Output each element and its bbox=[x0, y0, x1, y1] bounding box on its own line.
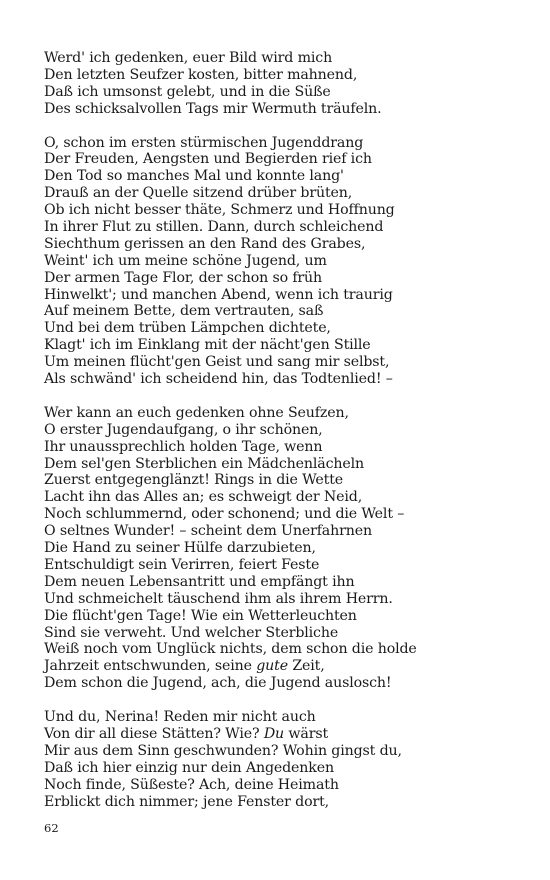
verse-text: Ihr unaussprechlich holden Tage, wenn bbox=[44, 438, 323, 455]
verse-line bbox=[44, 405, 514, 422]
verse-line bbox=[44, 760, 514, 777]
verse-text: Weiß noch vom Unglück nichts, dem schon die holde bbox=[44, 641, 417, 658]
verse-text: Und schmeichelt täuschend ihm als ihrem Herrn. bbox=[44, 590, 393, 607]
emphasized-word: gute bbox=[256, 658, 288, 675]
verse-line bbox=[44, 794, 514, 811]
verse-line bbox=[44, 371, 514, 388]
verse-text: Sind sie verweht. Und welcher Sterbliche bbox=[44, 624, 339, 641]
verse-text: Werd' ich gedenken, euer Bild wird mich bbox=[44, 50, 333, 66]
verse-text: Noch finde, Süßeste? Ach, deine Heimath bbox=[44, 776, 339, 793]
verse-text: Den letzten Seufzer kosten, bitter mahnend, bbox=[44, 66, 358, 83]
verse-line bbox=[44, 574, 514, 591]
emphasized-word: Du bbox=[263, 725, 285, 742]
verse-text: Hinwelkt'; und manchen Abend, wenn ich traurig bbox=[44, 286, 393, 303]
verse-line bbox=[44, 287, 514, 304]
verse-line bbox=[44, 591, 514, 608]
verse-line bbox=[44, 151, 514, 168]
verse-text: Die flücht'gen Tage! Wie ein Wetterleuchten bbox=[44, 607, 357, 624]
verse-text: Zuerst entgegenglänzt! Rings in die Wette bbox=[44, 472, 344, 489]
verse-text: Weint' ich um meine schöne Jugend, um bbox=[44, 252, 327, 269]
stanza bbox=[44, 135, 514, 388]
stanza bbox=[44, 405, 514, 692]
verse-text: Entschuldigt sein Verirren, feiert Feste bbox=[44, 556, 320, 573]
verse-line bbox=[44, 50, 514, 67]
verse-line bbox=[44, 337, 514, 354]
verse-line bbox=[44, 303, 514, 320]
verse-line bbox=[44, 675, 514, 692]
verse-line bbox=[44, 489, 514, 506]
stanza bbox=[44, 50, 514, 118]
verse-text: Der Freuden, Aengsten und Begierden rief ich bbox=[44, 151, 372, 168]
verse-line bbox=[44, 726, 514, 743]
verse-line bbox=[44, 168, 514, 185]
verse-line bbox=[44, 777, 514, 794]
verse-text: Zeit, bbox=[287, 658, 325, 675]
verse-line bbox=[44, 354, 514, 371]
verse-text: Drauß an der Quelle sitzend drüber brüten, bbox=[44, 185, 353, 202]
verse-text: Daß ich hier einzig nur dein Angedenken bbox=[44, 759, 334, 776]
verse-text: Um meinen flücht'gen Geist und sang mir selbst, bbox=[44, 354, 390, 371]
verse-line bbox=[44, 67, 514, 84]
verse-line bbox=[44, 540, 514, 557]
verse-text: Noch schlummernd, oder schonend; und die Welt – bbox=[44, 506, 405, 523]
verse-text: Dem schon die Jugend, ach, die Jugend auslosch! bbox=[44, 675, 392, 692]
verse-line bbox=[44, 557, 514, 574]
verse-text: Die Hand zu seiner Hülfe darzubieten, bbox=[44, 540, 316, 557]
verse-text: Erblickt dich nimmer; jene Fenster dort, bbox=[44, 793, 330, 810]
poem-page bbox=[44, 50, 514, 827]
verse-line bbox=[44, 185, 514, 202]
verse-line bbox=[44, 641, 514, 658]
verse-text: Und bei dem trüben Lämpchen dichtete, bbox=[44, 320, 331, 337]
verse-line bbox=[44, 709, 514, 726]
verse-text: Und du, Nerina! Reden mir nicht auch bbox=[44, 709, 316, 726]
verse-text: Dem neuen Lebensantritt und empfängt ihn bbox=[44, 573, 355, 590]
verse-line bbox=[44, 472, 514, 489]
verse-line bbox=[44, 135, 514, 152]
verse-text: Klagt' ich im Einklang mit der nächt'gen Stille bbox=[44, 337, 371, 354]
verse-text: Als schwänd' ich scheidend hin, das Todtenlied! – bbox=[44, 371, 393, 388]
verse-line bbox=[44, 456, 514, 473]
verse-text: Lacht ihn das Alles an; es schweigt der Neid, bbox=[44, 489, 363, 506]
verse-line bbox=[44, 439, 514, 456]
verse-text: Daß ich umsonst gelebt, und in die Süße bbox=[44, 83, 331, 100]
verse-text: wärst bbox=[284, 725, 329, 742]
verse-line bbox=[44, 219, 514, 236]
verse-line bbox=[44, 236, 514, 253]
verse-text: O, schon im ersten stürmischen Jugenddrang bbox=[44, 134, 364, 151]
verse-text: O erster Jugendaufgang, o ihr schönen, bbox=[44, 421, 323, 438]
verse-text: Den Tod so manches Mal und konnte lang' bbox=[44, 168, 344, 185]
verse-text: Siechthum gerissen an den Rand des Grabes, bbox=[44, 235, 366, 252]
verse-text: Mir aus dem Sinn geschwunden? Wohin gingst du, bbox=[44, 742, 402, 759]
verse-text: In ihrer Flut zu stillen. Dann, durch schleichend bbox=[44, 219, 384, 236]
verse-line bbox=[44, 320, 514, 337]
verse-line bbox=[44, 608, 514, 625]
verse-text: Dem sel'gen Sterblichen ein Mädchenlächeln bbox=[44, 455, 364, 472]
verse-line bbox=[44, 253, 514, 270]
verse-line bbox=[44, 506, 514, 523]
verse-line bbox=[44, 422, 514, 439]
verse-text: Des schicksalvollen Tags mir Wermuth träufeln. bbox=[44, 100, 382, 117]
verse-text: Der armen Tage Flor, der schon so früh bbox=[44, 269, 323, 286]
verse-text: Wer kann an euch gedenken ohne Seufzen, bbox=[44, 404, 349, 421]
verse-line bbox=[44, 658, 514, 675]
verse-line bbox=[44, 84, 514, 101]
verse-text: Von dir all diese Stätten? Wie? bbox=[44, 725, 264, 742]
verse-line bbox=[44, 743, 514, 760]
stanza bbox=[44, 709, 514, 810]
page-number: 62 bbox=[44, 821, 59, 835]
verse-line bbox=[44, 101, 514, 118]
verse-text: O seltnes Wunder! – scheint dem Unerfahrnen bbox=[44, 523, 372, 540]
verse-text: Auf meinem Bette, dem vertrauten, saß bbox=[44, 303, 324, 320]
verse-text: Ob ich nicht besser thäte, Schmerz und Hoffnung bbox=[44, 202, 395, 219]
verse-line bbox=[44, 270, 514, 287]
verse-text: Jahrzeit entschwunden, seine bbox=[44, 658, 257, 675]
verse-line bbox=[44, 523, 514, 540]
verse-line bbox=[44, 625, 514, 642]
verse-line bbox=[44, 202, 514, 219]
